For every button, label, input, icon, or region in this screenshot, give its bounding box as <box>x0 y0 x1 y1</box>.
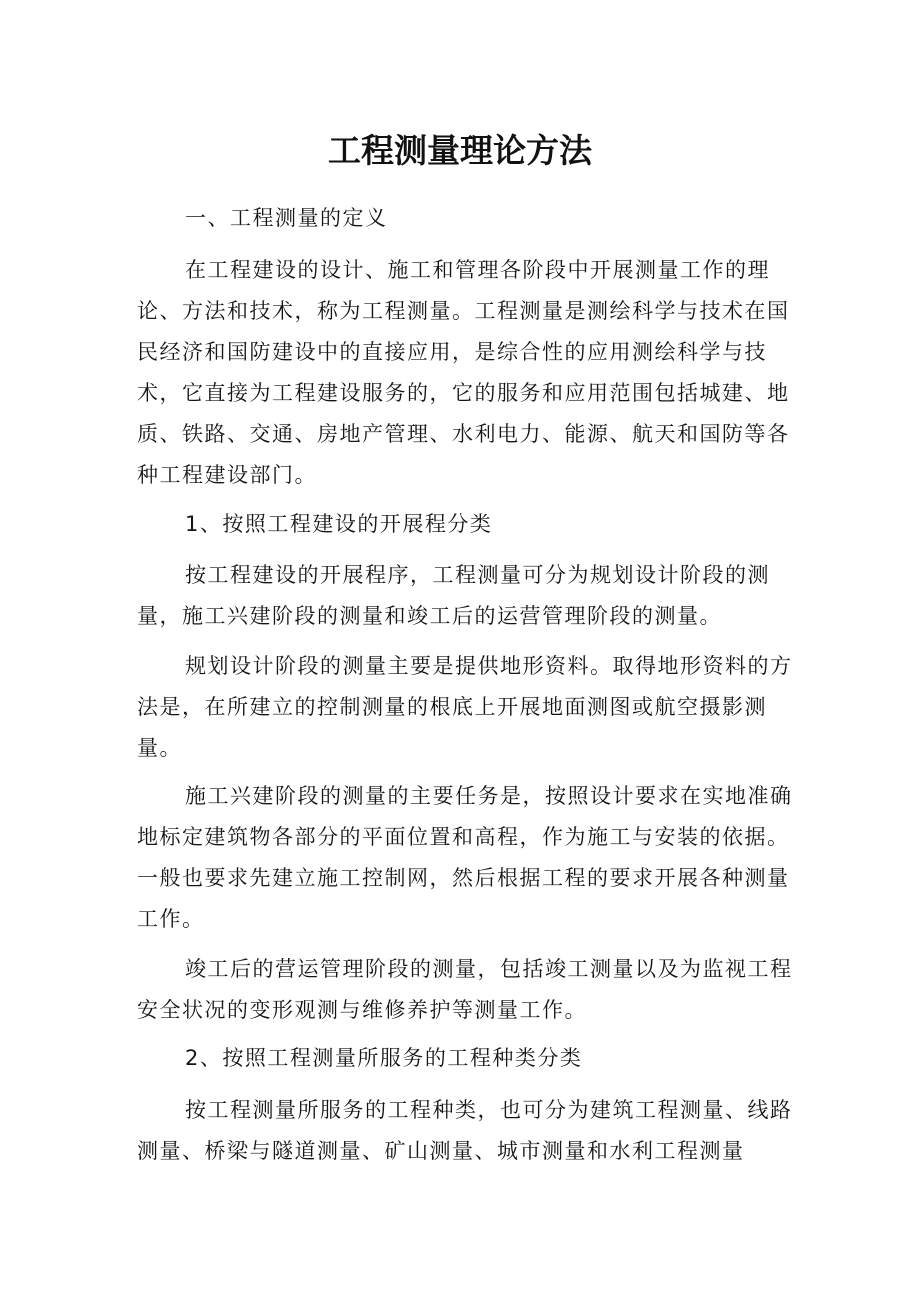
paragraph-types: 按工程测量所服务的工程种类，也可分为建筑工程测量、线路测量、桥梁与隧道测量、矿山测量、城市测量和水利工程测量 <box>137 1098 793 1163</box>
subheading-construction-process: 1、按照工程建设的开展程分类 <box>185 512 493 536</box>
paragraph-definition: 在工程建设的设计、施工和管理各阶段中开展测量工作的理论、方法和技术，称为工程测量。工程测量是测绘科学与技术在国民经济和国防建设中的直接应用，是综合性的应用测绘科学与技术，它直接为工程建设服务的，它的服务和应用范围包括城建、地质、铁路、交通、房地产管理、水利电力、能源、航天和国防等各种工程建设部门。 <box>137 258 790 487</box>
document-title: 工程测量理论方法 <box>328 131 592 170</box>
paragraph-stages: 按工程建设的开展程序，工程测量可分为规划设计阶段的测量，施工兴建阶段的测量和竣工后的运营管理阶段的测量。 <box>137 563 770 628</box>
section-heading: 一、工程测量的定义 <box>185 206 388 230</box>
paragraph-construction: 施工兴建阶段的测量的主要任务是，按照设计要求在实地准确地标定建筑物各部分的平面位置和高程，作为施工与安装的依据。一般也要求先建立施工控制网，然后根据工程的要求开展各种测量工作。 <box>137 784 793 931</box>
subheading-engineering-types: 2、按照工程测量所服务的工程种类分类 <box>185 1046 583 1070</box>
paragraph-operation: 竣工后的营运管理阶段的测量，包括竣工测量以及为监视工程安全状况的变形观测与维修养护等测量工作。 <box>137 957 793 1022</box>
paragraph-planning: 规划设计阶段的测量主要是提供地形资料。取得地形资料的方法是，在所建立的控制测量的根底上开展地面测图或航空摄影测量。 <box>137 654 793 760</box>
